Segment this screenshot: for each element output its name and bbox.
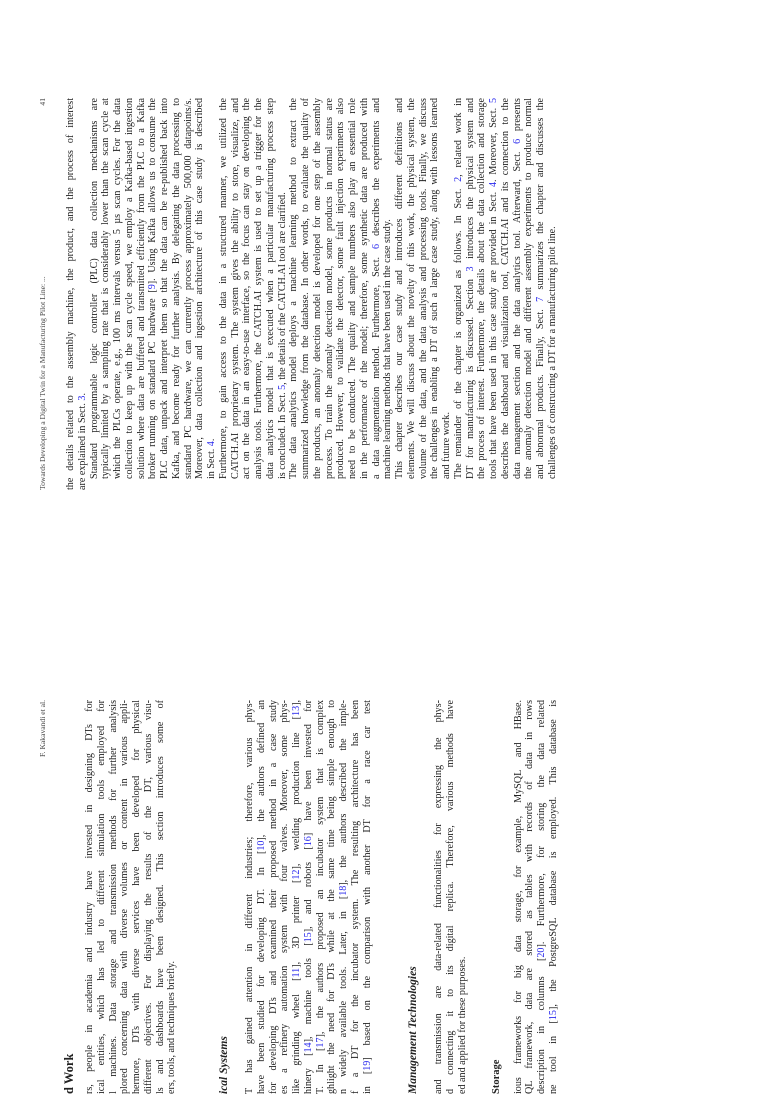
text-line: describes the dashboard and visualization tool, CATCH.AI and its connection to the bbox=[499, 98, 511, 479]
text-line: ers, tools, and techniques briefly. bbox=[166, 960, 178, 1094]
text-line: The data analytics model deploys a machine learning method to extract the bbox=[288, 98, 300, 479]
text-line: n widely available tools. Later, in [18], the authors described the imple- bbox=[338, 700, 349, 1094]
text-line: challenges of constructing a DT for a manufacturing pilot line. bbox=[546, 226, 558, 479]
paragraph bbox=[288, 98, 394, 490]
subsection-heading-physical-systems: ical Systems bbox=[218, 1036, 230, 1094]
citation-link[interactable]: 15 bbox=[302, 932, 314, 943]
text-line: which the PLCs operate, e.g., 100 ms intervals versus 5 µs scan cycles. For the data bbox=[112, 98, 123, 479]
text-line: description in columns [20]. Furthermore, for storing the data related bbox=[536, 700, 547, 1094]
text-line: rs, people in academia and industry have invested in designing DTs for bbox=[84, 700, 95, 1094]
text-line: T has gained attention in different industries; therefore, various phys- bbox=[244, 700, 255, 1094]
citation-link[interactable]: 14 bbox=[302, 1042, 314, 1053]
text-line: CATCH.AI proprietary system. The system gives the ability to store, visualize, and bbox=[229, 98, 241, 479]
text-line: d connecting it to its digital replica. Therefore, various methods have bbox=[445, 700, 456, 1094]
section-link[interactable]: 4 bbox=[206, 441, 217, 447]
left-page bbox=[0, 700, 768, 1094]
text-line: the anomaly detection model and different assembly experiments to produce normal bbox=[523, 98, 535, 479]
text-line: and future work. bbox=[441, 412, 452, 479]
text-line: Kafka, and become ready for further analysis. By delegating the data processing to bbox=[170, 98, 182, 479]
paragraph bbox=[394, 98, 453, 490]
text-line: plored concerning data with diverse volumes or content in various appli- bbox=[119, 700, 131, 1094]
text-line: and transmission are data-related functionalities for expressing the phys- bbox=[433, 700, 445, 1094]
text-line: PLC data, unpack and interpret them so that the data can be re-published back into bbox=[159, 98, 170, 479]
text-line: a data augmentation method. Furthermore, Sect. 6 describes the experiments and bbox=[370, 98, 382, 479]
section-link[interactable]: 4 bbox=[488, 181, 499, 187]
text-line: machine learning methods that have been used in the case study. bbox=[382, 219, 394, 479]
text-line: ious frameworks for big data storage, for example, MySQL and HBase. bbox=[512, 700, 524, 1094]
text-line: need to be conducted. The quality and sample numbers also play an essential role bbox=[347, 98, 358, 479]
text-line: ed and applied for these purposes. bbox=[456, 956, 468, 1094]
text-line: typically limited by a sampling rate that is considerably lower than the scan cycle at bbox=[100, 98, 112, 479]
text-line: the process of interest. Furthermore, the details about the data collection and storage bbox=[476, 98, 488, 479]
section-link[interactable]: 3 bbox=[464, 266, 476, 272]
text-line: solution where data are buffered and transmitted efficiently from the PLC to a Kafka bbox=[135, 98, 147, 479]
citation-link[interactable]: 20 bbox=[536, 947, 547, 958]
text-line: l machines. Data storage and transmission methods for further analysis bbox=[107, 700, 119, 1094]
paragraph bbox=[89, 98, 218, 490]
physical-systems-paragraph bbox=[244, 700, 373, 1094]
citation-link[interactable]: 11 bbox=[291, 967, 302, 978]
text-line: tools that have been used in this case study are provided in Sect. 4. Moreover, Sect. 5 bbox=[488, 98, 499, 479]
citation-link[interactable]: 10 bbox=[255, 840, 267, 851]
citation-link[interactable]: 15 bbox=[547, 1010, 559, 1021]
text-line: elements. We will discuss about the novelty of this work, the physical system, the bbox=[405, 98, 417, 479]
text-line: es a refinery automation system with four valves. Moreover, some phys- bbox=[279, 700, 291, 1094]
citation-link[interactable]: 12 bbox=[291, 869, 302, 880]
text-line: act on the data in an easy-to-use interface, so the focus can stay on developing the bbox=[241, 98, 253, 479]
right-page bbox=[0, 98, 768, 490]
text-line: hinery [14], machine tools [15], and robots [16] have been invested for bbox=[302, 699, 314, 1094]
text-line: The remainder of the chapter is organized as follows. In Sect. 2, related work in bbox=[452, 98, 464, 479]
citation-link[interactable]: 19 bbox=[361, 1060, 373, 1071]
text-line: is concluded. In Sect. 5, the details of the CATCH.AI tool are clarified. bbox=[276, 192, 288, 479]
spacer bbox=[178, 700, 218, 1094]
section-link[interactable]: 6 bbox=[511, 138, 523, 144]
text-line: the challenges in enabling a DT of such a large case study, along with lessons learned bbox=[429, 98, 441, 479]
paragraph bbox=[453, 98, 559, 490]
citation-link[interactable]: 13 bbox=[291, 705, 302, 716]
text-line: Standard programmable logic controller (PLC) data collection mechanisms are bbox=[88, 98, 100, 479]
subsection-heading-data-management: Management Technologies bbox=[407, 966, 420, 1094]
text-line: produced. However, to validate the detector, some fault injection experiments also bbox=[335, 98, 347, 479]
left-page-body bbox=[60, 700, 560, 1094]
text-line: and abnormal products. Finally, Sect. 7 summarizes the chapter and discusses the bbox=[535, 97, 546, 479]
citation-link[interactable]: 16 bbox=[302, 836, 314, 847]
spacer bbox=[373, 700, 407, 1094]
text-line: ghlight the need for DTs while at the same time being simple enough to bbox=[326, 700, 338, 1094]
data-management-paragraph bbox=[433, 700, 468, 1094]
text-line: summarized knowledge from the database. In other words, to evaluate the quality of bbox=[300, 98, 311, 479]
text-line: analysis tools. Furthermore, the CATCH.AI system is used to set up a trigger for the bbox=[253, 98, 264, 479]
text-line: volume of the data, and the data analysis and processing tools. Finally, we discuss bbox=[417, 98, 429, 479]
right-running-head bbox=[38, 98, 50, 490]
text-line: ls and dashboards have been designed. This section introduces some of bbox=[154, 700, 166, 1094]
text-line: in [19] based on the comparison with another DT for a race car test bbox=[361, 700, 373, 1094]
right-page-body bbox=[65, 98, 559, 490]
text-line: ne tool in [15], the PostgreSQL database is employed. This database is bbox=[547, 700, 559, 1094]
text-line: broker running on standard PC hardware [9]. Using Kafka allows us to consume the bbox=[147, 98, 159, 479]
citation-link[interactable]: 17 bbox=[314, 1037, 326, 1048]
running-title: Towards Developing a Digital Twin for a Manufacturing Pilot Line: ... bbox=[38, 276, 47, 490]
intro-paragraph bbox=[84, 700, 178, 1094]
text-line: hermore, DTs with diverse services have been developed for physical bbox=[131, 700, 142, 1094]
paragraph bbox=[65, 98, 89, 490]
section-link[interactable]: 5 bbox=[276, 384, 288, 390]
running-author: F. Kakavandi et al. bbox=[38, 700, 47, 757]
page-number: 41 bbox=[38, 98, 47, 106]
text-line: ical entities, which has led to different simulation tools employed for bbox=[95, 700, 107, 1094]
text-line: T. In [17], the authors proposed an incubator system that is complex bbox=[314, 700, 326, 1094]
text-line: the details related to the assembly machine, the product, and the process of interest bbox=[65, 98, 76, 490]
section-heading-related-work: d Work bbox=[62, 1053, 76, 1094]
text-line: process. To train the anomaly detection model, some products in normal status are bbox=[323, 98, 335, 479]
citation-link[interactable]: 9 bbox=[147, 284, 159, 290]
text-line: in Sect. 4. bbox=[206, 438, 217, 479]
section-link[interactable]: 7 bbox=[535, 296, 546, 302]
text-line: the products, an anomaly detection model is developed for one step of the assembly bbox=[311, 98, 323, 479]
left-running-head bbox=[38, 700, 50, 1094]
text-line: like grinding wheel [11], 3D printer [12], welding production line [13], bbox=[291, 699, 302, 1094]
text-line: are explained in Sect. 3. bbox=[76, 393, 88, 490]
section-link[interactable]: 6 bbox=[370, 243, 382, 249]
subsubsection-heading-storage: Storage bbox=[490, 1059, 502, 1094]
text-line: collection to keep up with the scan cycle speed, we employ a Kafka-based ingestion bbox=[123, 98, 135, 479]
spacer bbox=[420, 700, 433, 1094]
spacer bbox=[231, 700, 244, 1094]
section-link[interactable]: 5 bbox=[488, 98, 499, 104]
text-line: DT for manufacturing is discussed. Section 3 introduces the physical system and bbox=[464, 97, 476, 479]
section-link[interactable]: 3 bbox=[76, 395, 88, 401]
text-line: f a DT for the incubator system. The resulting architecture has been bbox=[349, 700, 361, 1094]
text-line: Moreover, data collection and ingestion architecture of this case study is described bbox=[194, 98, 206, 479]
text-line: QL framework, data are stored as tables with records of data in rows bbox=[524, 700, 536, 1094]
paragraph bbox=[218, 98, 289, 490]
spacer bbox=[469, 700, 491, 1094]
storage-paragraph bbox=[513, 700, 560, 1094]
text-line: data analytics model that is executed when a particular manufacturing process step bbox=[264, 98, 276, 479]
text-line: in the performance of the model; therefore, some synthetic data are produced with bbox=[358, 98, 370, 479]
section-link[interactable]: 2 bbox=[452, 176, 464, 182]
spacer bbox=[503, 700, 513, 1094]
citation-link[interactable]: 18 bbox=[338, 885, 349, 896]
text-line: This chapter describes our case study and introduces different definitions and bbox=[394, 98, 405, 479]
text-line: have been studied for developing DT. In [10], the authors defined an bbox=[255, 700, 267, 1094]
text-line: for developing DTs and examined their proposed method in a case study bbox=[267, 700, 279, 1094]
text-line: standard PC hardware, we can currently process approximately 500,000 datapoints/s. bbox=[182, 98, 194, 479]
text-line: data management section and the data analytics tool. Afterward, Sect. 6 presents bbox=[511, 98, 523, 479]
text-line: different objectives. For displaying the results of the DT, various visu- bbox=[142, 700, 154, 1094]
text-line: Furthermore, to gain access to the data in a structured manner, we utilized the bbox=[217, 98, 229, 479]
